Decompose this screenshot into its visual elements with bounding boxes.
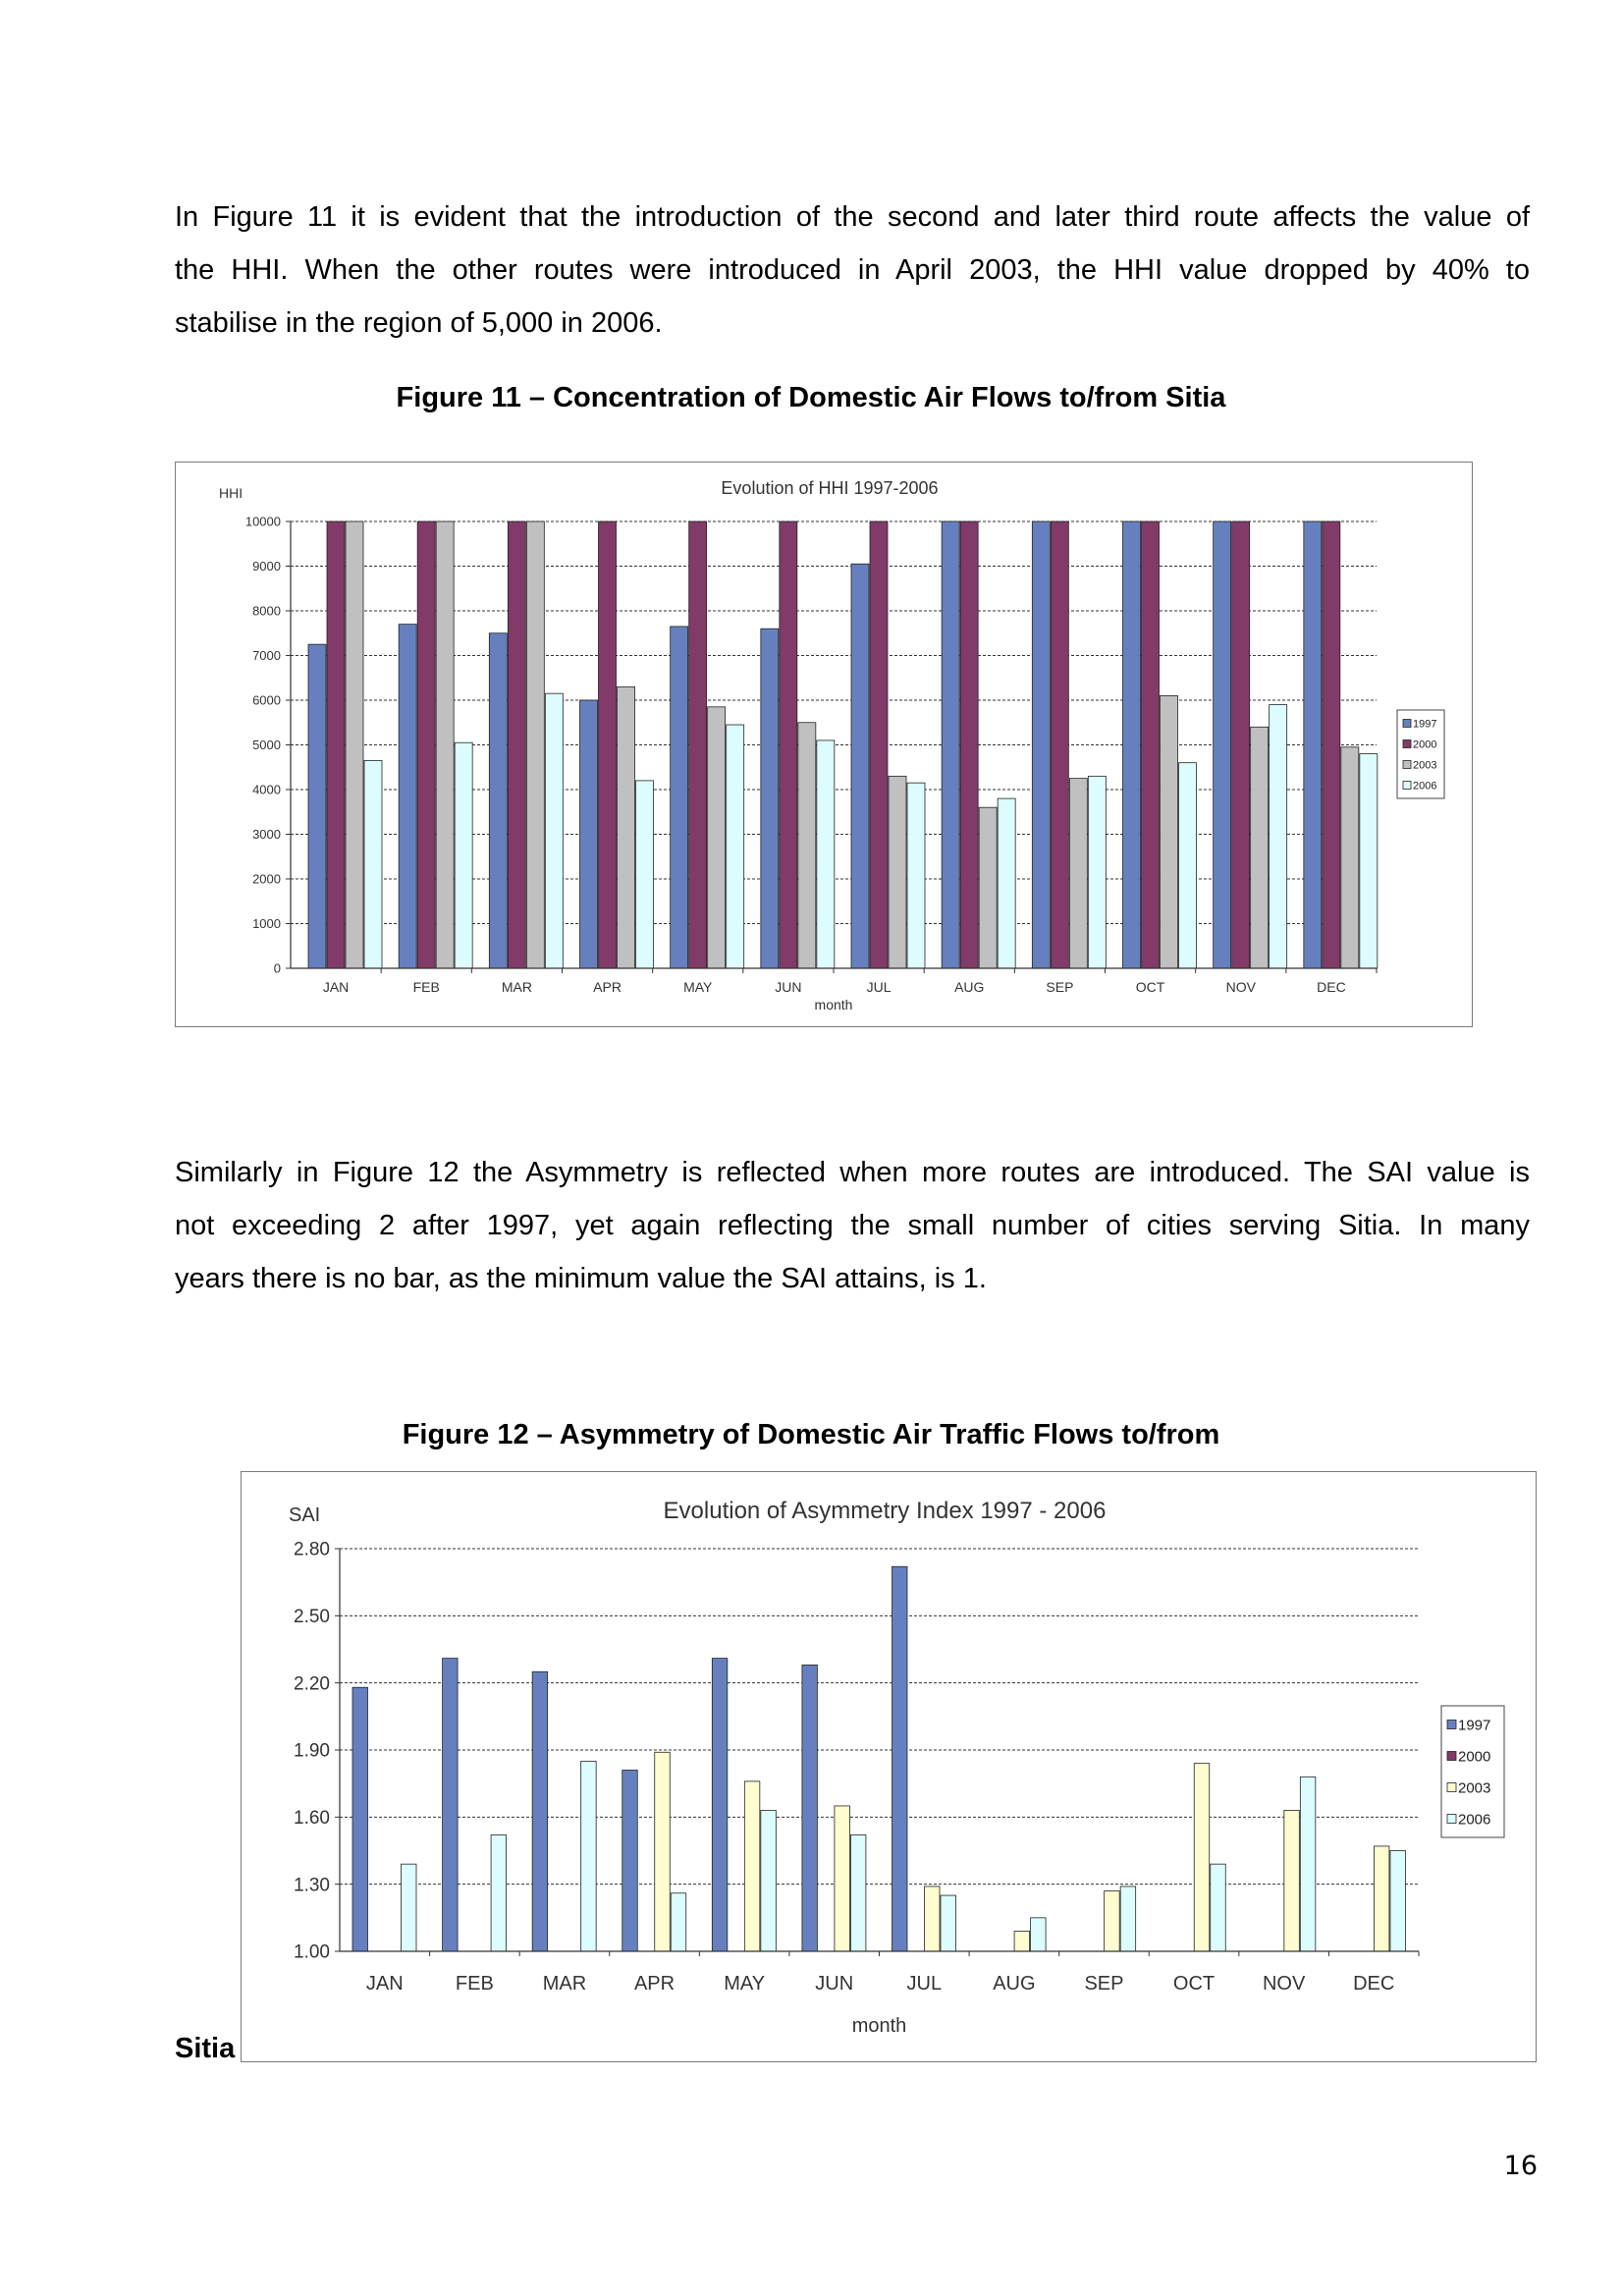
bar-1997-feb	[399, 625, 416, 968]
y-tick-label: 3000	[252, 827, 281, 843]
paragraph-line: stabilise in the region of 5,000 in 2006.	[175, 307, 663, 339]
chart-title: Evolution of Asymmetry Index 1997 - 2006	[663, 1498, 1107, 1524]
bar-2006-may	[761, 1811, 777, 1952]
bar-2006-dec	[1390, 1851, 1406, 1952]
legend-label-1997: 1997	[1413, 718, 1437, 731]
legend-label-2003: 2003	[1458, 1779, 1491, 1797]
bar-2006-mar	[545, 693, 563, 968]
x-tick-label: JUN	[815, 1973, 854, 1995]
x-tick-label: FEB	[412, 979, 440, 995]
bar-2003-may	[744, 1781, 760, 1951]
bar-1997-aug	[942, 521, 959, 968]
x-tick-label: NOV	[1225, 979, 1256, 995]
bar-2003-jul	[925, 1886, 941, 1951]
bar-2006-may	[727, 725, 744, 968]
bar-2006-sep	[1088, 776, 1106, 968]
y-tick-label: 6000	[252, 692, 281, 708]
legend-swatch-1997	[1403, 720, 1411, 728]
x-tick-label: FEB	[455, 1973, 494, 1995]
bar-2003-sep	[1069, 779, 1087, 968]
bar-2000-dec	[1323, 521, 1340, 968]
x-tick-label: AUG	[954, 979, 985, 995]
bar-1997-jun	[802, 1665, 818, 1951]
bar-1997-oct	[1123, 521, 1141, 968]
bar-1997-jul	[851, 564, 869, 968]
legend-swatch-2003	[1447, 1783, 1456, 1792]
bar-2000-may	[689, 521, 707, 968]
bar-1997-jun	[761, 629, 779, 968]
x-tick-label: APR	[633, 1973, 676, 1995]
bar-2003-apr	[655, 1752, 671, 1951]
legend-swatch-2003	[1403, 761, 1411, 769]
y-tick-label: 1.60	[294, 1807, 330, 1829]
bar-2006-jan	[402, 1864, 417, 1951]
page-number: 16	[1503, 2151, 1538, 2181]
bar-2006-jun	[850, 1835, 866, 1951]
paragraph-1	[175, 191, 1530, 350]
y-tick-label: 1.90	[294, 1740, 330, 1762]
legend-swatch-2000	[1447, 1752, 1456, 1761]
x-tick-label: SEP	[1046, 979, 1074, 995]
legend-swatch-1997	[1447, 1721, 1456, 1729]
bar-1997-sep	[1032, 521, 1050, 968]
x-tick-label: DEC	[1317, 979, 1346, 995]
y-tick-label: 2.80	[294, 1539, 330, 1560]
paragraph-line: years there is no bar, as the minimum value the SAI attains, is 1.	[175, 1263, 987, 1294]
bar-2006-feb	[455, 742, 472, 968]
legend-swatch-2000	[1403, 740, 1411, 748]
paragraph-line: In Figure 11 it is evident that the introduction of the second and later third route affects the value of	[175, 201, 1530, 233]
figure-11-chart	[175, 462, 1473, 1027]
y-tick-label: 0	[273, 960, 281, 976]
x-tick-label: APR	[593, 979, 622, 995]
bar-1997-nov	[1214, 521, 1231, 968]
bar-2006-aug	[998, 798, 1015, 968]
x-tick-label: OCT	[1172, 1973, 1216, 1995]
legend-label-2006: 2006	[1413, 780, 1437, 793]
x-axis-label: month	[851, 2015, 907, 2037]
x-tick-label: OCT	[1135, 979, 1165, 995]
x-tick-label: MAR	[542, 1973, 587, 1995]
bar-2006-jul	[907, 783, 925, 968]
sai-chart	[242, 1472, 1536, 2061]
bar-2000-nov	[1232, 521, 1250, 968]
bar-2003-nov	[1284, 1811, 1300, 1952]
bar-1997-jan	[308, 644, 326, 968]
bar-2003-sep	[1105, 1891, 1120, 1952]
paragraph-line: Similarly in Figure 12 the Asymmetry is reflected when more routes are introduced. The SAI value is	[175, 1157, 1530, 1188]
y-tick-label: 8000	[252, 603, 281, 619]
x-tick-label: MAR	[501, 979, 532, 995]
bar-2000-sep	[1051, 521, 1068, 968]
bar-2003-aug	[979, 807, 997, 968]
bar-2003-dec	[1374, 1846, 1389, 1951]
bar-2006-nov	[1300, 1777, 1316, 1951]
x-tick-label: JUL	[906, 1973, 943, 1995]
bar-2006-feb	[491, 1835, 507, 1951]
x-tick-label: MAY	[724, 1973, 766, 1995]
bar-1997-jul	[892, 1566, 908, 1951]
paragraph-line: not exceeding 2 after 1997, yet again reflecting the small number of cities serving Sitia. In many	[175, 1210, 1530, 1241]
y-tick-label: 1.00	[294, 1941, 330, 1963]
bar-2000-jul	[870, 521, 888, 968]
bar-2006-nov	[1270, 705, 1287, 968]
legend-label-2000: 2000	[1413, 738, 1437, 751]
y-tick-label: 9000	[252, 559, 281, 574]
x-tick-label: JAN	[322, 979, 350, 995]
legend-swatch-2006	[1403, 782, 1411, 790]
bar-2003-nov	[1251, 727, 1269, 968]
bar-2003-jun	[835, 1806, 850, 1951]
bar-2000-jan	[327, 521, 345, 968]
y-tick-label: 7000	[252, 648, 281, 664]
bar-1997-mar	[489, 633, 507, 968]
x-tick-label: JUN	[775, 979, 802, 995]
bar-2003-oct	[1161, 695, 1178, 968]
bar-2003-dec	[1341, 747, 1359, 968]
bar-2000-jun	[780, 521, 797, 968]
bar-2006-jul	[941, 1895, 956, 1951]
y-tick-label: 5000	[252, 738, 281, 753]
bar-2006-dec	[1360, 754, 1378, 968]
paragraph-line: the HHI. When the other routes were introduced in April 2003, the HHI value dropped by 40% to	[175, 254, 1530, 286]
legend-swatch-2006	[1447, 1815, 1456, 1824]
x-axis-label: month	[814, 997, 853, 1012]
bar-1997-jan	[352, 1687, 368, 1951]
bar-2006-mar	[581, 1761, 597, 1951]
x-tick-label: SEP	[1084, 1973, 1124, 1995]
bar-2003-aug	[1014, 1932, 1030, 1952]
y-tick-label: 2.20	[294, 1673, 330, 1695]
x-tick-label: DEC	[1353, 1973, 1395, 1995]
legend-label-2006: 2006	[1458, 1811, 1491, 1829]
y-tick-label: 2000	[252, 871, 281, 887]
bar-1997-mar	[532, 1671, 548, 1951]
bar-2006-apr	[636, 781, 654, 968]
x-tick-label: JAN	[365, 1973, 404, 1995]
y-tick-label: 10000	[244, 514, 281, 529]
bar-1997-apr	[622, 1771, 638, 1952]
paragraph-2	[175, 1146, 1530, 1305]
bar-1997-dec	[1304, 521, 1322, 968]
bar-2006-jan	[364, 760, 382, 968]
bar-1997-apr	[580, 700, 598, 968]
y-tick-label: 1000	[252, 916, 281, 932]
bar-2006-apr	[671, 1893, 686, 1951]
y-tick-label: 2.50	[294, 1606, 330, 1627]
bar-2003-oct	[1194, 1764, 1210, 1951]
figure-12-caption: Figure 12 – Asymmetry of Domestic Air Traffic Flows to/from	[402, 1419, 1220, 1450]
bar-2000-mar	[508, 521, 525, 968]
hhi-chart	[176, 463, 1472, 1026]
bar-1997-may	[712, 1659, 728, 1951]
x-tick-label: JUL	[866, 979, 892, 995]
bar-2003-jul	[889, 776, 906, 968]
x-tick-label: NOV	[1262, 1973, 1306, 1995]
figure-11-caption: Figure 11 – Concentration of Domestic Air Flows to/from Sitia	[396, 382, 1226, 413]
bar-2000-oct	[1142, 521, 1160, 968]
chart-title: Evolution of HHI 1997-2006	[721, 478, 939, 498]
bar-2003-jan	[346, 521, 363, 968]
bar-2006-jun	[817, 740, 835, 968]
x-tick-label: AUG	[993, 1973, 1036, 1995]
bar-1997-feb	[443, 1659, 459, 1951]
bar-2006-sep	[1120, 1886, 1136, 1951]
bar-2003-mar	[526, 521, 544, 968]
figure-12-chart	[241, 1471, 1537, 2062]
bar-2003-feb	[436, 521, 454, 968]
y-axis-label: HHI	[219, 485, 243, 501]
x-tick-label: MAY	[683, 979, 713, 995]
legend-label-1997: 1997	[1458, 1717, 1491, 1734]
bar-2006-oct	[1179, 763, 1197, 968]
y-tick-label: 4000	[252, 782, 281, 797]
bar-2000-feb	[417, 521, 435, 968]
bar-2003-apr	[618, 686, 635, 968]
bar-2000-apr	[599, 521, 617, 968]
figure-12-caption-tail: Sitia	[175, 2033, 236, 2064]
bar-2006-oct	[1211, 1864, 1226, 1951]
bar-2003-may	[708, 707, 726, 968]
bar-2003-jun	[798, 723, 816, 968]
bar-1997-may	[671, 627, 688, 968]
bar-2006-aug	[1031, 1918, 1047, 1951]
y-axis-label: SAI	[289, 1504, 321, 1526]
legend-label-2000: 2000	[1458, 1748, 1491, 1766]
bar-2000-aug	[960, 521, 978, 968]
y-tick-label: 1.30	[294, 1875, 330, 1896]
legend-label-2003: 2003	[1413, 759, 1437, 772]
